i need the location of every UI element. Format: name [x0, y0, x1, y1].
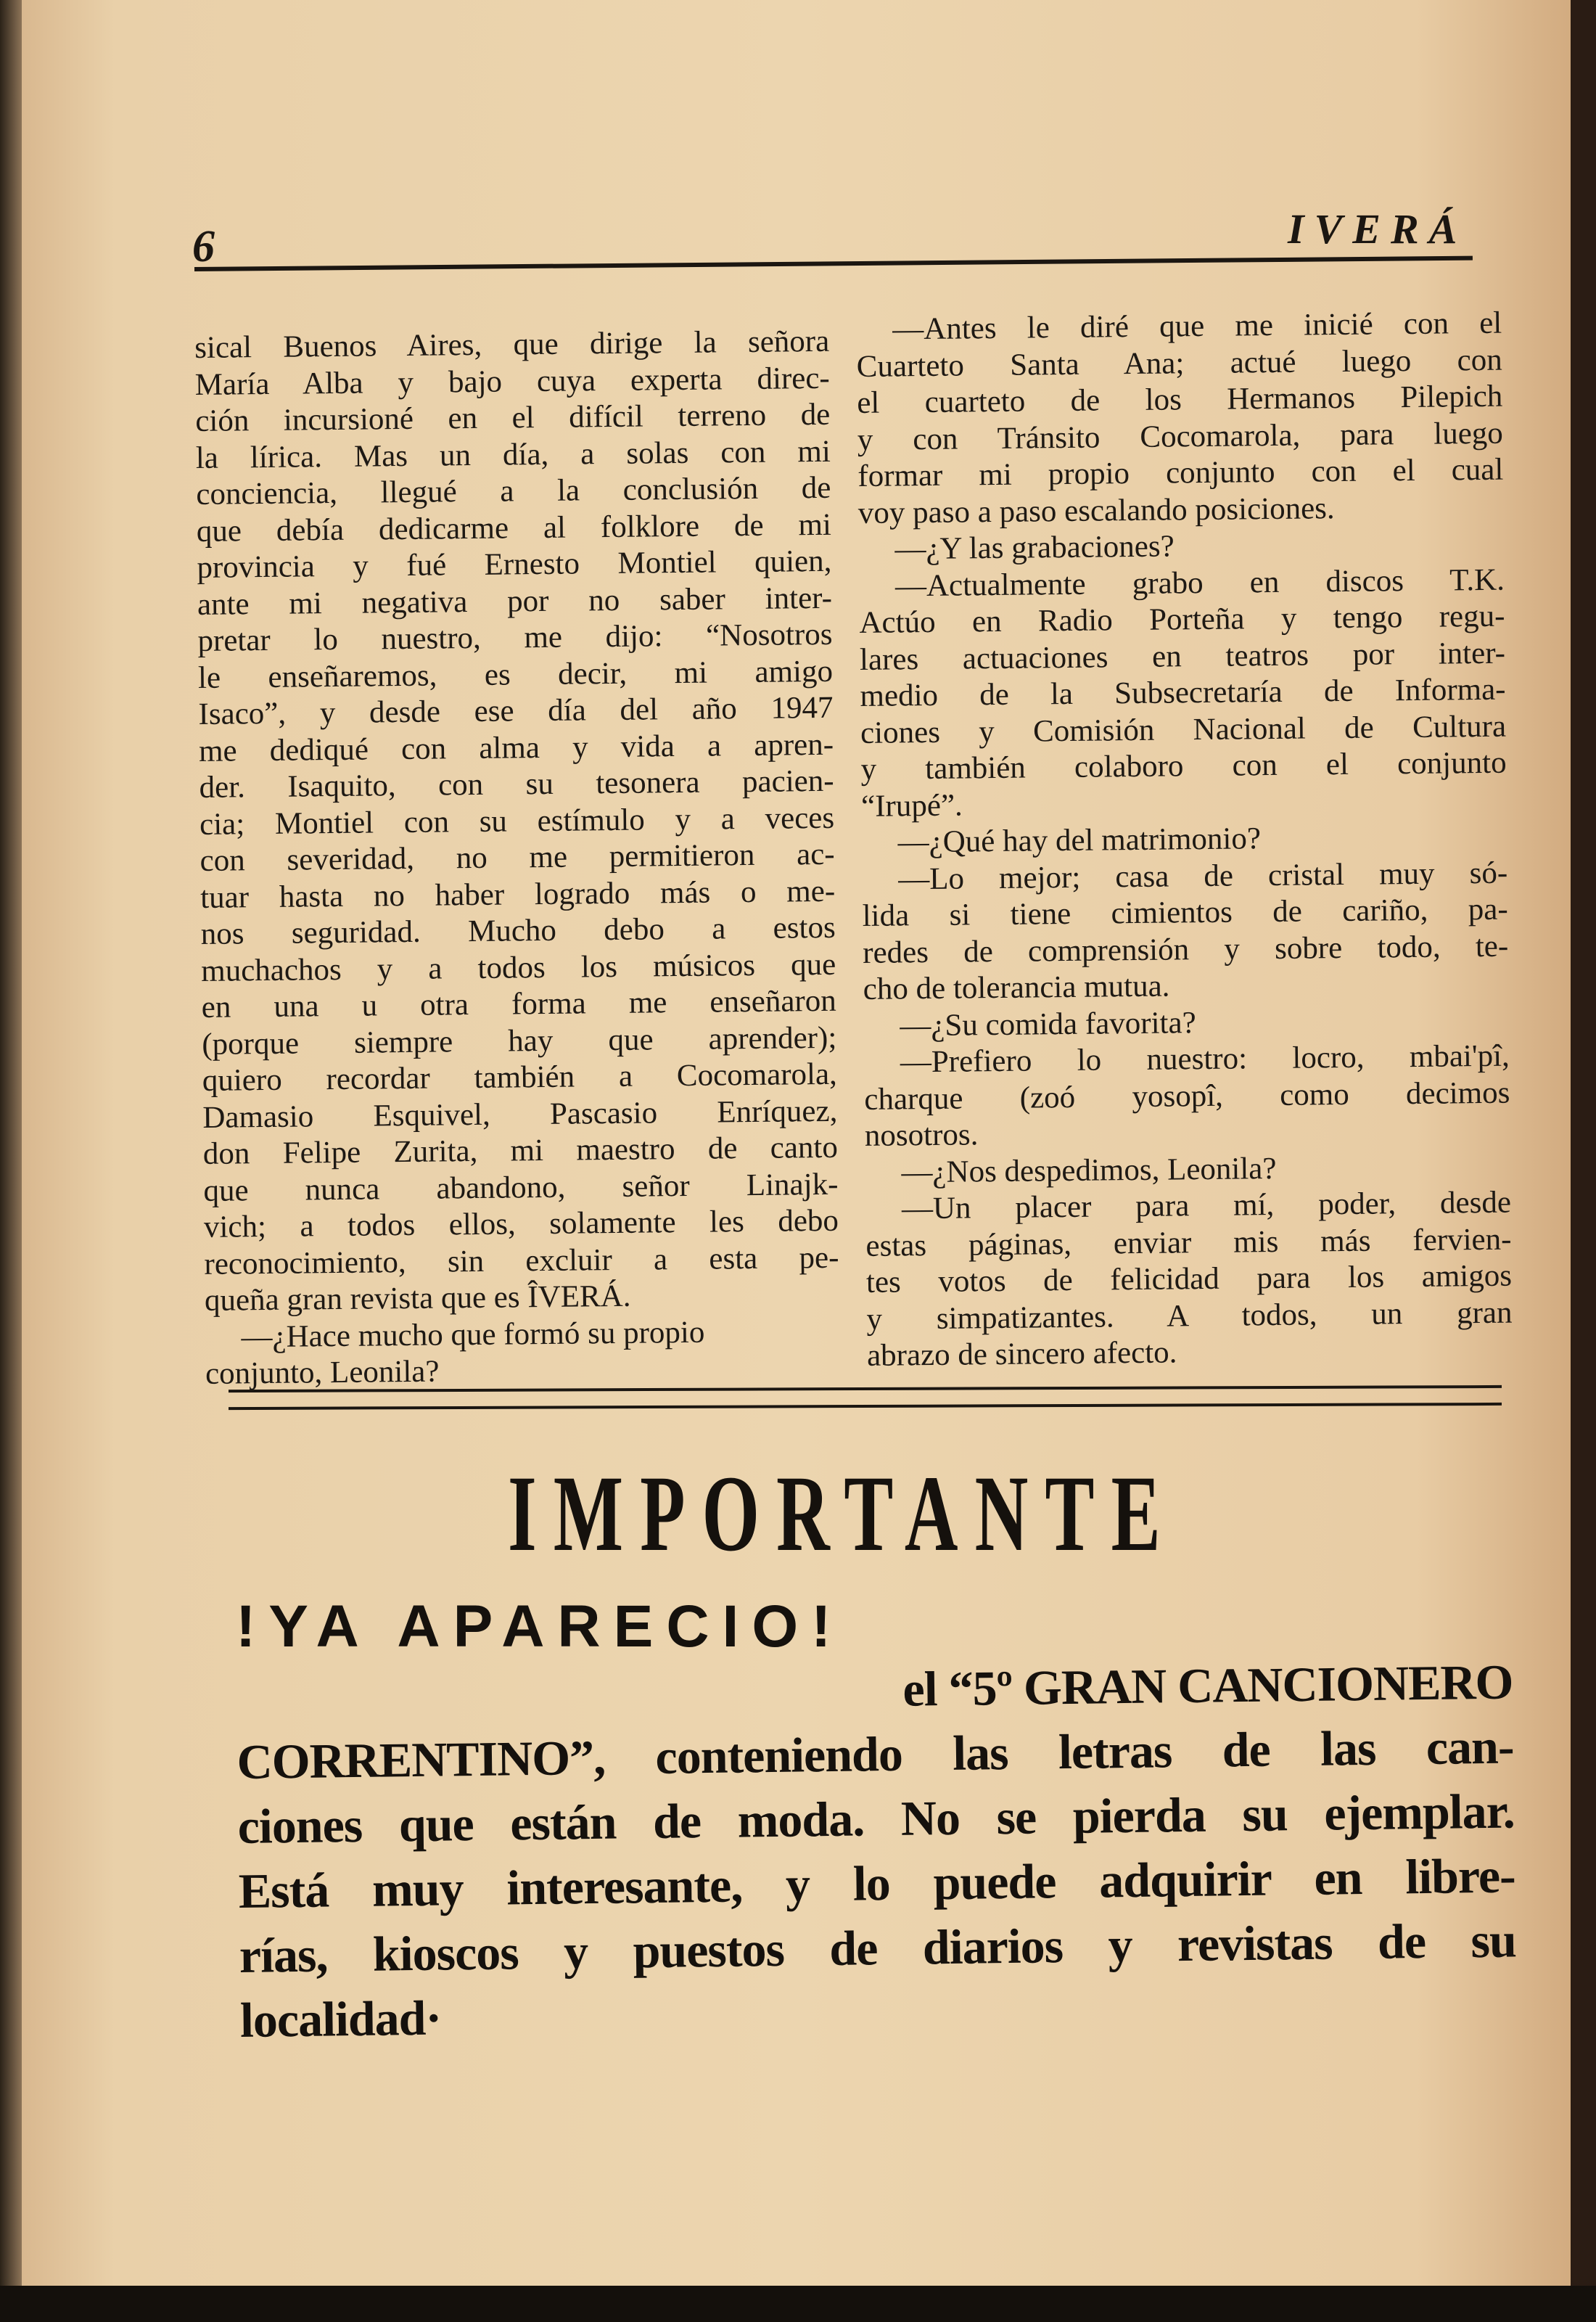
text-line: provincia y fué Ernesto Montiel quien,: [197, 543, 832, 585]
text-line: y con Tránsito Cocomarola, para luego: [857, 416, 1504, 457]
text-line: y también colaboro con el conjunto: [860, 745, 1507, 787]
text-line: “Irupé”.: [860, 788, 963, 824]
text-line: que nunca abandono, señor Linajk-: [203, 1167, 839, 1208]
text-line: —Actualmente grabo en discos T.K.: [894, 562, 1505, 603]
text-line: medio de la Subsecretaría de Informa-: [860, 672, 1506, 713]
text-line: —¿Su comida favorita?: [900, 1005, 1196, 1043]
text-line: vich; a todos ellos, solamente les debo: [203, 1203, 839, 1244]
text-line: charque (zoó yosopî, como decimos: [864, 1075, 1510, 1117]
notice-line: Está muy interesante, y lo puede adquirir en libre-: [238, 1847, 1516, 1919]
text-line: pretar lo nuestro, me dijo: “Nosotros: [197, 617, 833, 658]
text-line: Cuarteto Santa Ana; actué luego con: [856, 342, 1502, 384]
notice-heading: IMPORTANTE: [508, 1453, 1177, 1574]
text-line: redes de comprensión y sobre todo, te-: [863, 929, 1509, 970]
text-line: en una u otra forma me enseñaron: [201, 983, 836, 1025]
text-line: muchachos y a todos los músicos que: [201, 947, 836, 988]
text-line: der. Isaquito, con su tesonera pacien-: [199, 763, 834, 805]
text-line: —¿Y las grabaciones?: [894, 529, 1175, 567]
scan-left-edge: [0, 0, 22, 2322]
text-line: formar mi propio conjunto con el cual: [857, 452, 1504, 493]
text-line: Actúo en Radio Porteña y tengo regu-: [859, 599, 1505, 640]
text-line: —Lo mejor; casa de cristal muy só-: [897, 856, 1508, 896]
article-right-column: [856, 305, 1513, 1375]
scan-right-edge: [1571, 0, 1596, 2322]
text-line: la lírica. Mas un día, a solas con mi: [195, 434, 831, 475]
text-line: don Felipe Zurita, mi maestro de canto: [202, 1130, 839, 1171]
article-left-column: [194, 324, 840, 1393]
text-line: el cuarteto de los Hermanos Pilepich: [857, 379, 1503, 420]
text-line: tuar hasta no haber logrado más o me-: [200, 874, 836, 915]
scan-bottom-edge: [0, 2286, 1596, 2322]
text-line: me dediqué con alma y vida a apren-: [198, 727, 834, 768]
text-line: reconocimiento, sin excluir a esta pe-: [204, 1240, 839, 1281]
text-line: nosotros.: [864, 1117, 979, 1153]
text-line: cho de tolerancia mutua.: [863, 969, 1170, 1006]
text-line: estas páginas, enviar mis más fervien-: [865, 1222, 1512, 1263]
text-line: ante mi negativa por no saber inter-: [197, 580, 833, 622]
notice-line: CORRENTINO”, conteniendo las letras de las can-: [236, 1718, 1514, 1789]
text-line: tes votos de felicidad para los amigos: [865, 1258, 1513, 1300]
text-line: —¿Qué hay del matrimonio?: [897, 821, 1262, 860]
text-line: que debía dedicarme al folklore de mi: [196, 507, 832, 549]
text-line: ciones y Comisión Nacional de Cultura: [860, 709, 1507, 750]
text-line: (porque siempre hay que aprender);: [202, 1020, 837, 1062]
text-line: sical Buenos Aires, que dirige la señora: [194, 324, 830, 365]
text-line: lida si tiene cimientos de cariño, pa-: [862, 892, 1508, 933]
text-line: —Prefiero lo nuestro: locro, mbai'pî,: [900, 1038, 1510, 1080]
text-line: ción incursioné en el difícil terreno de: [195, 397, 831, 438]
text-line: quiero recordar también a Cocomarola,: [202, 1057, 838, 1098]
text-line: conciencia, llegué a la conclusión de: [196, 470, 831, 512]
page-number: 6: [192, 222, 215, 271]
text-line: Damasio Esquivel, Pascasio Enríquez,: [202, 1094, 838, 1135]
notice-line: localidad·: [239, 1990, 442, 2048]
text-line: —Antes le diré que me inicié con el: [892, 305, 1502, 347]
text-line: lares actuaciones en teatros por inter-: [859, 636, 1506, 677]
notice-line: el “5º GRAN CANCIONERO: [902, 1654, 1513, 1717]
text-line: cia; Montiel con su estímulo y a veces: [199, 800, 835, 842]
notice-body: [236, 1649, 1517, 2052]
notice-line: ciones que están de moda. No se pierda su ejemplar.: [237, 1783, 1515, 1854]
text-line: María Alba y bajo cuya experta direc-: [194, 361, 830, 402]
text-line: —¿Nos despedimos, Leonila?: [901, 1151, 1277, 1189]
text-line: le enseñaremos, es decir, mi amigo: [197, 654, 834, 695]
text-line: conjunto, Leonila?: [205, 1354, 440, 1391]
text-line: —¿Hace mucho que formó su propio: [241, 1315, 705, 1354]
running-title: IVERÁ: [1288, 205, 1468, 253]
text-line: queña gran revista que es ÎVERÁ.: [204, 1279, 631, 1318]
notice-subheading: !YA APARECIO!: [236, 1593, 844, 1660]
text-line: voy paso a paso escalando posiciones.: [857, 491, 1335, 530]
text-line: con severidad, no me permitieron ac-: [200, 837, 835, 878]
text-line: abrazo de sincero afecto.: [866, 1335, 1177, 1373]
text-line: —Un placer para mí, poder, desde: [901, 1185, 1512, 1226]
text-line: nos seguridad. Mucho debo a estos: [200, 910, 836, 951]
text-line: y simpatizantes. A todos, un gran: [866, 1295, 1513, 1337]
notice-line: rías, kioscos y puestos de diarios y revistas de su: [239, 1912, 1517, 1983]
text-line: Isaco”, y desde ese día del año 1947: [198, 690, 834, 731]
